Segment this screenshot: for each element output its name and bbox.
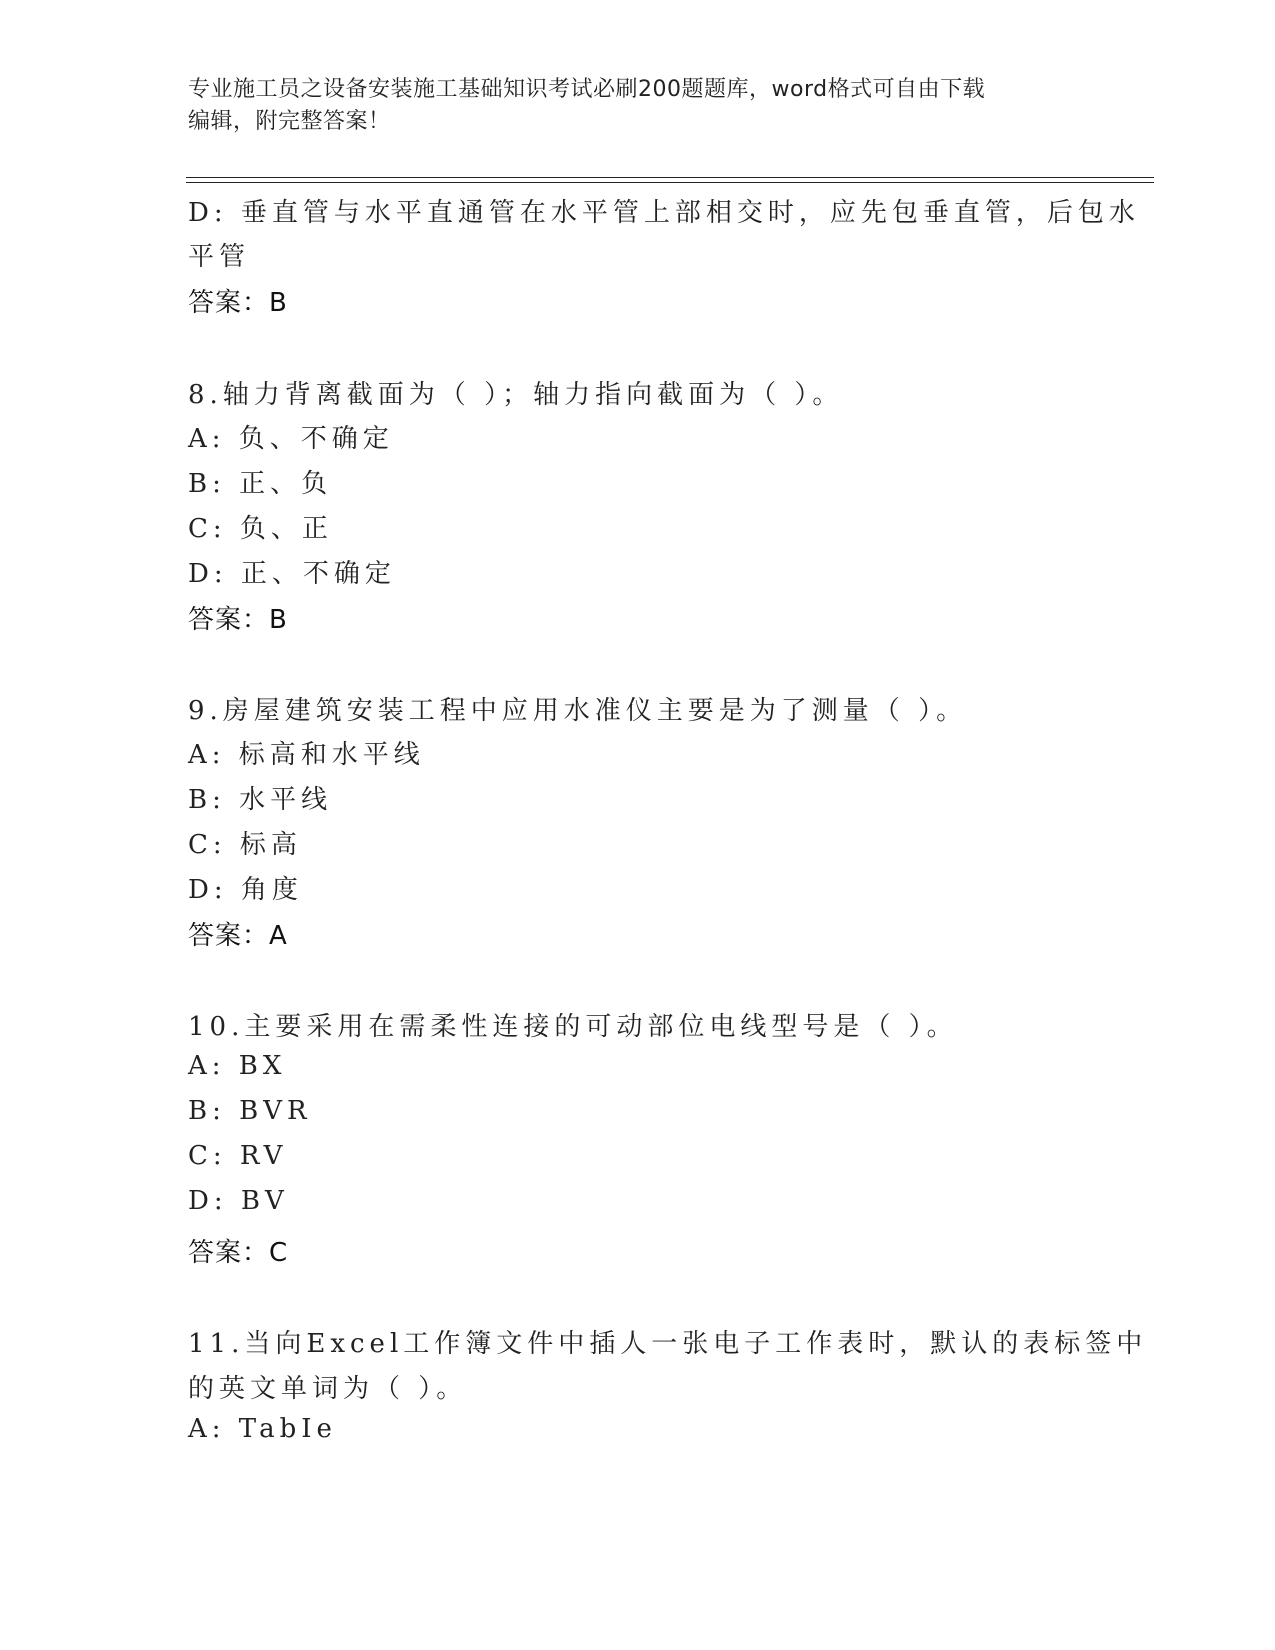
q9-answer: 答案：A [188, 921, 288, 951]
q8-answer: 答案：B [188, 605, 288, 635]
header-divider-bottom [186, 182, 1154, 183]
q9-option-d: D: 角度 [188, 875, 303, 905]
q10-question: 10.主要采用在需柔性连接的可动部位电线型号是（ ）。 [188, 1012, 958, 1042]
q11-question-line-1: 11.当向Excel工作簿文件中插人一张电子工作表时，默认的表标签中 [188, 1329, 1148, 1359]
q9-question: 9.房屋建筑安装工程中应用水准仪主要是为了测量（ ）。 [188, 696, 968, 726]
q9-option-b: B: 水平线 [188, 785, 333, 815]
q8-option-d: D: 正、不确定 [188, 559, 396, 589]
q9-option-c: C: 标高 [188, 830, 302, 860]
document-title-line-2: 编辑，附完整答案！ [188, 109, 391, 134]
header-divider-top [186, 177, 1154, 178]
q11-question-line-2: 的英文单词为（ ）。 [188, 1374, 468, 1404]
document-title-line-1: 专业施工员之设备安装施工基础知识考试必刷200题题库，word格式可自由下载 [188, 77, 986, 102]
q10-option-a: A: BX [188, 1051, 287, 1081]
q11-option-a: A: TabIe [188, 1414, 337, 1444]
q8-option-a: A: 负、不确定 [188, 424, 394, 454]
q10-option-d: D: BV [188, 1186, 289, 1216]
page-header [188, 74, 1068, 138]
q7-answer: 答案：B [188, 288, 288, 318]
q7-option-d-line-1: D: 垂直管与水平直通管在水平管上部相交时，应先包垂直管，后包水 [188, 198, 1140, 228]
q7-option-d-line-2: 平管 [188, 242, 251, 272]
q9-option-a: A: 标高和水平线 [188, 740, 425, 770]
q8-option-c: C: 负、正 [188, 514, 333, 544]
q8-option-b: B: 正、负 [188, 469, 333, 499]
q10-option-c: C: RV [188, 1141, 288, 1171]
q8-question: 8.轴力背离截面为（ ）；轴力指向截面为（ ）。 [188, 380, 844, 410]
q10-option-b: B: BVR [188, 1096, 312, 1126]
q10-answer: 答案：C [188, 1238, 289, 1268]
